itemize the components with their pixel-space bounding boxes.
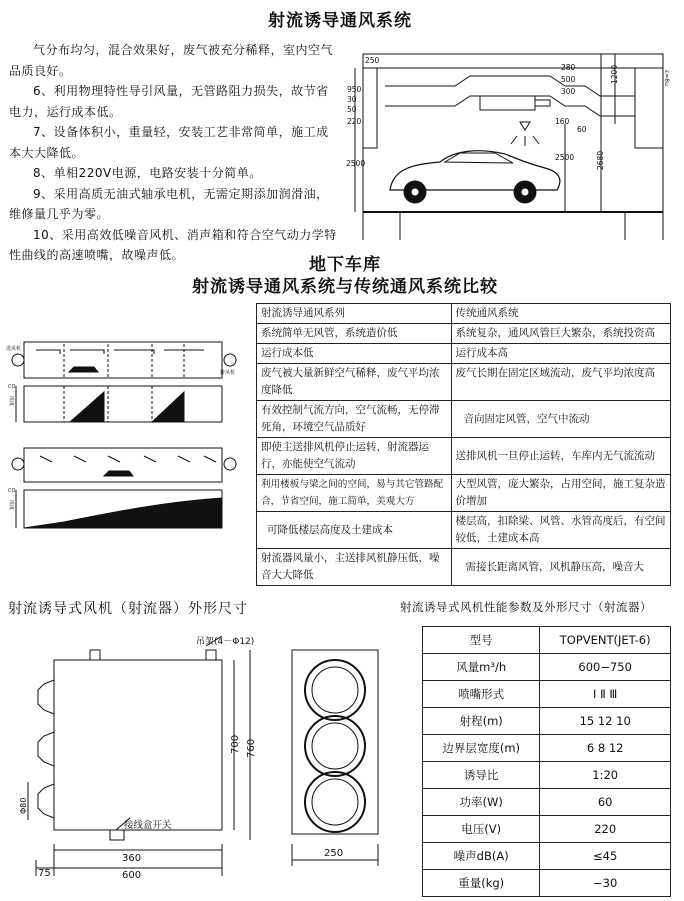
spec-key: 功率(W) bbox=[423, 789, 540, 816]
table-cell: 有效控制气流方向，空气流畅，无停滞死角，环境空气品质好 bbox=[257, 401, 452, 438]
dim-label: 250 bbox=[365, 56, 380, 65]
table-header-cell: 传统通风系统 bbox=[451, 304, 670, 324]
spec-title: 射流诱导式风机性能参数及外形尺寸（射流器） bbox=[400, 600, 652, 614]
spec-value: 1:20 bbox=[540, 762, 671, 789]
spec-key: 诱导比 bbox=[423, 762, 540, 789]
dim-label: 300 bbox=[561, 87, 576, 96]
dim-760: 760 bbox=[246, 738, 257, 758]
feature-paragraph: 气分布均匀，混合效果好，废气被充分稀释，室内空气品质良好。 bbox=[9, 43, 334, 78]
table-row bbox=[257, 344, 671, 364]
table-cell: 射流器风量小，主送排风机静压低，噪音大大降低 bbox=[257, 549, 452, 586]
table-row bbox=[257, 475, 671, 512]
dim-label: 280 bbox=[561, 63, 576, 72]
dim-label: 60 bbox=[577, 125, 587, 134]
table-cell: 大型风管，庞大繁杂，占用空间，施工复杂造价增加 bbox=[451, 475, 670, 512]
table-cell: 废气长期在固定区域流动，废气平均浓度高 bbox=[451, 364, 670, 401]
dim-label: 50 bbox=[347, 105, 357, 114]
table-row bbox=[423, 789, 671, 816]
dim-700: 700 bbox=[230, 734, 241, 754]
spec-key: 噪声dB(A) bbox=[423, 843, 540, 870]
fan-outline-drawing bbox=[6, 628, 268, 882]
table-row bbox=[257, 512, 671, 549]
table-cell: 系统复杂，通风风管巨大繁杂，系统投资高 bbox=[451, 324, 670, 344]
table-row bbox=[423, 870, 671, 897]
table-cell: 运行成本低 bbox=[257, 344, 452, 364]
feature-list bbox=[9, 40, 341, 266]
table-row bbox=[423, 843, 671, 870]
diagram-label: 排风机 bbox=[220, 370, 236, 376]
feature-paragraph: 9、采用高质无油式轴承电机，无需定期添加润滑油，维修量几乎为零。 bbox=[9, 186, 329, 221]
compare-title-1: 地下车库 bbox=[309, 255, 381, 275]
dim-label: 30 bbox=[347, 95, 357, 104]
table-row bbox=[423, 654, 671, 681]
dims-title: 射流诱导式风机（射流器）外形尺寸 bbox=[8, 601, 248, 617]
dim-600: 600 bbox=[122, 870, 142, 881]
diagram-label: CO bbox=[8, 488, 16, 494]
table-row bbox=[423, 627, 671, 654]
dim-250: 250 bbox=[324, 848, 344, 859]
feature-paragraph: 6、利用物理特性导引风量，无管路阻力损失，故节省电力，运行成本低。 bbox=[9, 84, 329, 119]
spec-value: 220 bbox=[540, 816, 671, 843]
dim-360: 360 bbox=[122, 853, 142, 864]
diagram-label: 浓度 bbox=[8, 396, 14, 407]
airflow-comparison-diagrams bbox=[4, 330, 244, 570]
spec-key: 电压(V) bbox=[423, 816, 540, 843]
dim-label: 220 bbox=[347, 117, 362, 126]
table-cell: 即使主送排风机停止运转，射流器运行，亦能使空气流动 bbox=[257, 438, 452, 475]
spec-value: 600−750 bbox=[540, 654, 671, 681]
table-cell: 音向固定风管，空气中流动 bbox=[451, 401, 670, 438]
spec-table bbox=[422, 626, 671, 897]
diagram-label: 进风机 bbox=[6, 346, 22, 352]
feature-paragraph: 8、单相220V电源，电路安装十分简单。 bbox=[33, 166, 262, 180]
table-header-row bbox=[257, 304, 671, 324]
spec-value: Ⅰ Ⅱ Ⅲ bbox=[540, 681, 671, 708]
hanger-label: 吊架(4－Φ12) bbox=[196, 637, 255, 647]
fan-icon bbox=[12, 354, 24, 366]
table-header-cell: 射流诱导通风系列 bbox=[257, 304, 452, 324]
spec-key: 风量m³/h bbox=[423, 654, 540, 681]
table-cell: 系统简单无风管，系统造价低 bbox=[257, 324, 452, 344]
table-row bbox=[423, 735, 671, 762]
fan-icon bbox=[224, 458, 236, 470]
feature-paragraph: 7、设备体积小，重量轻，安装工艺非常简单，施工成本大大降低。 bbox=[9, 125, 329, 160]
table-row bbox=[257, 549, 671, 586]
spec-value: TOPVENT(JET-6) bbox=[540, 627, 671, 654]
corner-mark: ε≈8u bbox=[663, 70, 670, 86]
table-cell: 楼层高，扣除梁、风管、水管高度后，有空间较低，土建成本高 bbox=[451, 512, 670, 549]
table-cell: 送排风机一旦停止运转，车库内无气流流动 bbox=[451, 438, 670, 475]
top-title: 射流诱导通风系统 bbox=[268, 11, 412, 31]
spec-value: 6 8 12 bbox=[540, 735, 671, 762]
table-row bbox=[423, 762, 671, 789]
spec-key: 型号 bbox=[423, 627, 540, 654]
spec-value: 15 12 10 bbox=[540, 708, 671, 735]
dim-label: 2500 bbox=[555, 153, 575, 162]
dim-80: Φ80 bbox=[19, 797, 28, 814]
fan-icon bbox=[224, 354, 236, 366]
dim-label: 2680 bbox=[596, 150, 605, 170]
table-row bbox=[257, 324, 671, 344]
garage-section-diagram bbox=[345, 40, 680, 248]
spec-key: 射程(m) bbox=[423, 708, 540, 735]
spec-key: 边界层宽度(m) bbox=[423, 735, 540, 762]
table-cell: 废气被大量新鲜空气稀释，废气平均浓度降低 bbox=[257, 364, 452, 401]
fan-front-view bbox=[280, 648, 390, 874]
dim-label: 500 bbox=[561, 75, 576, 84]
dim-label: 950 bbox=[347, 85, 362, 94]
dim-label: 1200 bbox=[610, 64, 619, 84]
table-cell: 需接长距离风管，风机静压高，噪音大 bbox=[451, 549, 670, 586]
spec-value: 60 bbox=[540, 789, 671, 816]
diagram-label: CO bbox=[8, 384, 16, 390]
table-row bbox=[423, 708, 671, 735]
spec-key: 重量(kg) bbox=[423, 870, 540, 897]
dim-label: 2500 bbox=[346, 159, 366, 168]
comparison-table bbox=[256, 303, 671, 586]
table-row bbox=[423, 816, 671, 843]
table-cell: 利用楼板与梁之间的空间，易与其它管路配合，节省空间，施工简单，美观大方 bbox=[257, 475, 452, 512]
table-cell: 可降低楼层高度及土建成本 bbox=[257, 512, 452, 549]
dim-label: 160 bbox=[555, 117, 570, 126]
table-row bbox=[257, 364, 671, 401]
feature-paragraph: 10、采用高效低噪音风机、消声箱和符合空气动力学特性曲线的高速喷嘴，故噪声低。 bbox=[9, 227, 337, 262]
compare-title-2: 射流诱导通风系统与传统通风系统比较 bbox=[192, 277, 498, 297]
junction-label: 接线盒开关 bbox=[124, 820, 172, 831]
table-cell: 运行成本高 bbox=[451, 344, 670, 364]
table-row bbox=[423, 681, 671, 708]
spec-key: 喷嘴形式 bbox=[423, 681, 540, 708]
spec-value: −30 bbox=[540, 870, 671, 897]
spec-value: ≤45 bbox=[540, 843, 671, 870]
diagram-label: 浓度 bbox=[8, 500, 14, 511]
fan-icon bbox=[12, 458, 24, 470]
table-row bbox=[257, 438, 671, 475]
table-row bbox=[257, 401, 671, 438]
dim-75: 75 bbox=[38, 868, 51, 879]
